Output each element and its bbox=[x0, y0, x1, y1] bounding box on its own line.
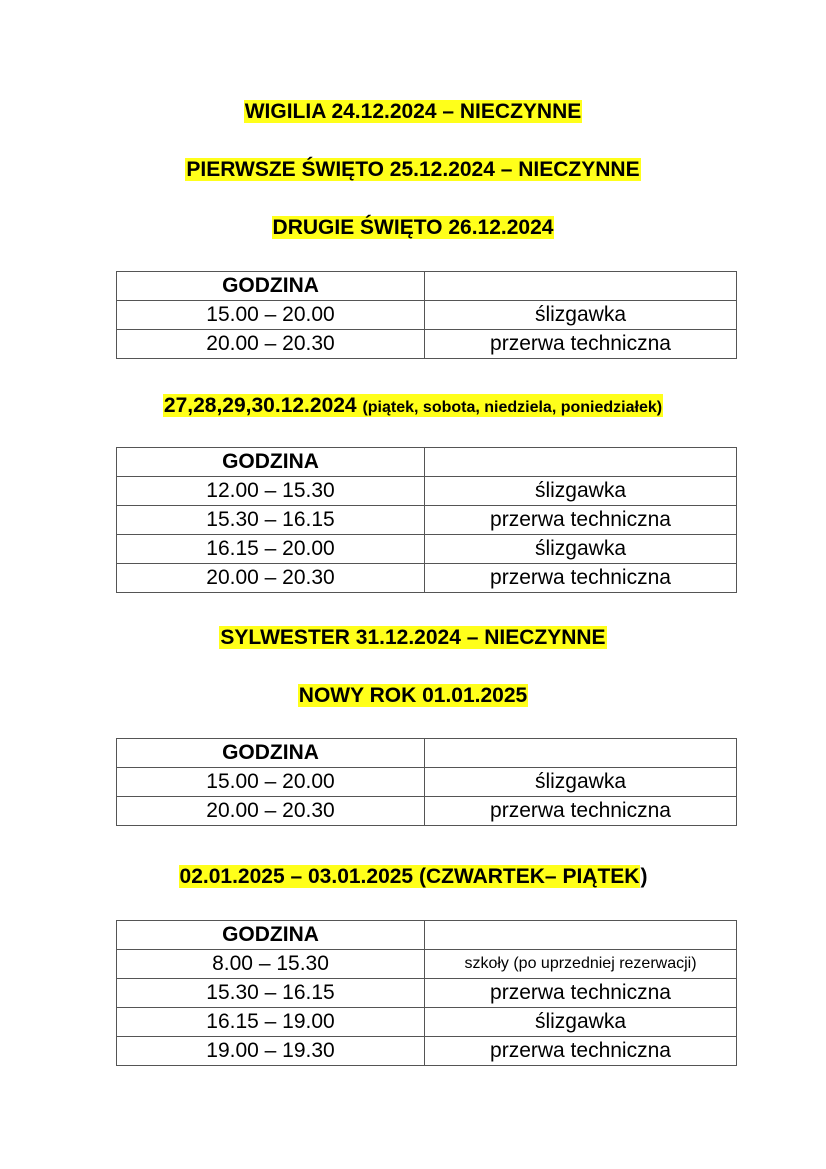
table-row bbox=[117, 1037, 737, 1066]
activity-cell: przerwa techniczna bbox=[425, 330, 737, 359]
time-cell: 12.00 – 15.30 bbox=[117, 477, 425, 506]
column-header-empty bbox=[425, 448, 737, 477]
table-header-row bbox=[117, 921, 737, 950]
time-cell: 16.15 – 20.00 bbox=[117, 535, 425, 564]
heading-sylwester-text: SYLWESTER 31.12.2024 – NIECZYNNE bbox=[220, 626, 606, 649]
time-cell: 20.00 – 20.30 bbox=[117, 797, 425, 826]
heading-nowy-rok-text: NOWY ROK 01.01.2025 bbox=[298, 684, 528, 707]
heading-pierwsze-swieto-text: PIERWSZE ŚWIĘTO 25.12.2024 – NIECZYNNE bbox=[186, 158, 640, 181]
table-header-row bbox=[117, 739, 737, 768]
activity-cell: przerwa techniczna bbox=[425, 564, 737, 593]
heading-27-30-12-dates: 27,28,29,30.12.2024 bbox=[163, 394, 357, 417]
activity-cell: szkoły (po uprzedniej rezerwacji) bbox=[425, 950, 737, 979]
table-header-row bbox=[117, 448, 737, 477]
table-row bbox=[117, 1008, 737, 1037]
table-row bbox=[117, 979, 737, 1008]
column-header-godzina: GODZINA bbox=[117, 921, 425, 950]
time-cell: 19.00 – 19.30 bbox=[117, 1037, 425, 1066]
time-cell: 15.00 – 20.00 bbox=[117, 768, 425, 797]
heading-27-30-12-text bbox=[163, 394, 663, 417]
heading-02-03-01-dates: 02.01.2025 – 03.01.2025 bbox=[179, 865, 414, 888]
column-header-godzina: GODZINA bbox=[117, 739, 425, 768]
column-header-godzina: GODZINA bbox=[117, 272, 425, 301]
time-cell: 16.15 – 19.00 bbox=[117, 1008, 425, 1037]
schedule-table-01-01 bbox=[116, 738, 737, 826]
heading-02-03-01-text bbox=[179, 865, 641, 888]
column-header-empty bbox=[425, 739, 737, 768]
activity-cell: ślizgawka bbox=[425, 1008, 737, 1037]
heading-wigilia-text: WIGILIA 24.12.2024 – NIECZYNNE bbox=[244, 100, 582, 123]
heading-02-03-01 bbox=[0, 864, 826, 890]
heading-nowy-rok bbox=[0, 683, 826, 709]
activity-cell: przerwa techniczna bbox=[425, 979, 737, 1008]
time-cell: 15.30 – 16.15 bbox=[117, 979, 425, 1008]
heading-sylwester bbox=[0, 625, 826, 651]
activity-cell: przerwa techniczna bbox=[425, 797, 737, 826]
table-row bbox=[117, 301, 737, 330]
heading-27-30-12-days: (piątek, sobota, niedziela, poniedziałek) bbox=[362, 399, 663, 416]
schedule-table-26-12 bbox=[116, 271, 737, 359]
table-row bbox=[117, 330, 737, 359]
time-cell: 15.00 – 20.00 bbox=[117, 301, 425, 330]
column-header-empty bbox=[425, 272, 737, 301]
time-cell: 8.00 – 15.30 bbox=[117, 950, 425, 979]
heading-27-30-12 bbox=[0, 393, 826, 421]
activity-cell: ślizgawka bbox=[425, 301, 737, 330]
column-header-godzina: GODZINA bbox=[117, 448, 425, 477]
heading-02-03-01-days: (CZWARTEK– PIĄTEK bbox=[418, 865, 640, 888]
time-cell: 15.30 – 16.15 bbox=[117, 506, 425, 535]
heading-drugie-swieto-text: DRUGIE ŚWIĘTO 26.12.2024 bbox=[272, 216, 554, 239]
activity-cell: przerwa techniczna bbox=[425, 1037, 737, 1066]
table-row bbox=[117, 797, 737, 826]
table-row bbox=[117, 768, 737, 797]
heading-pierwsze-swieto bbox=[0, 157, 826, 183]
activity-cell: przerwa techniczna bbox=[425, 506, 737, 535]
table-header-row bbox=[117, 272, 737, 301]
table-row bbox=[117, 535, 737, 564]
activity-cell: ślizgawka bbox=[425, 477, 737, 506]
heading-wigilia bbox=[0, 99, 826, 125]
heading-drugie-swieto bbox=[0, 215, 826, 241]
time-cell: 20.00 – 20.30 bbox=[117, 564, 425, 593]
time-cell: 20.00 – 20.30 bbox=[117, 330, 425, 359]
table-row bbox=[117, 506, 737, 535]
table-row bbox=[117, 950, 737, 979]
activity-cell: ślizgawka bbox=[425, 768, 737, 797]
column-header-empty bbox=[425, 921, 737, 950]
schedule-table-27-30-12 bbox=[116, 447, 737, 593]
table-row bbox=[117, 564, 737, 593]
table-row bbox=[117, 477, 737, 506]
heading-02-03-01-close-paren: ) bbox=[640, 865, 648, 888]
schedule-table-02-03-01 bbox=[116, 920, 737, 1066]
activity-cell: ślizgawka bbox=[425, 535, 737, 564]
